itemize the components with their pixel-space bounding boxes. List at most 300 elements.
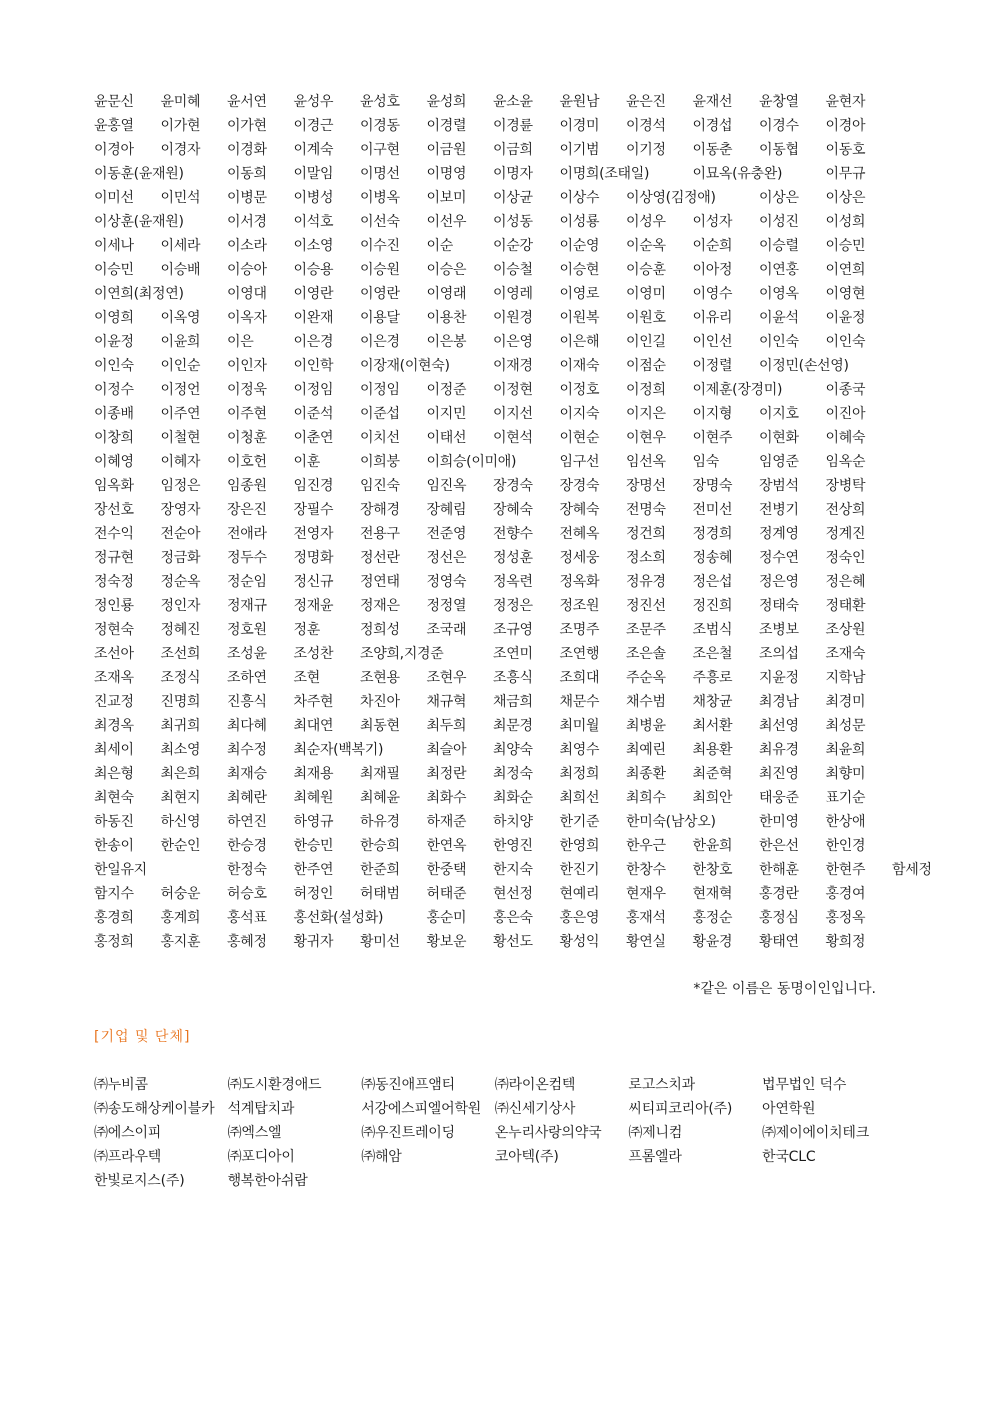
name-row bbox=[94, 618, 884, 642]
donor-name: 이창희 bbox=[94, 430, 134, 446]
donor-name: 이혜숙 bbox=[825, 430, 866, 446]
donor-name: 윤성호 bbox=[360, 94, 400, 110]
donor-name: 최현지 bbox=[160, 790, 201, 806]
donor-name: 이병성 bbox=[293, 190, 334, 206]
donor-name: 임옥순 bbox=[825, 454, 866, 470]
donor-name: 이성동 bbox=[493, 214, 533, 230]
donor-name: 이윤희 bbox=[160, 334, 201, 350]
donor-name: 채문수 bbox=[559, 694, 600, 710]
donor-name: 이계숙 bbox=[293, 142, 334, 158]
donor-name: 조재옥 bbox=[94, 670, 134, 686]
name-row bbox=[94, 162, 884, 186]
donor-name: 장경숙 bbox=[559, 478, 600, 494]
donor-name: 이지민 bbox=[426, 406, 467, 422]
donor-name: 전준영 bbox=[426, 526, 467, 542]
donor-name: 정순임 bbox=[227, 574, 267, 590]
donor-name: 한기준 bbox=[559, 814, 600, 830]
donor-name: 조은솔 bbox=[626, 646, 666, 662]
donor-name: 이승민 bbox=[825, 238, 866, 254]
donor-name: 홍경여 bbox=[825, 886, 866, 902]
donor-name: 이지형 bbox=[692, 406, 733, 422]
donor-name: 이상영(김정애) bbox=[626, 190, 716, 206]
donor-name: 이인숙 bbox=[759, 334, 799, 350]
donor-name: 홍은영 bbox=[559, 910, 600, 926]
donor-name: 정세웅 bbox=[559, 550, 600, 566]
donor-name: 이현순 bbox=[559, 430, 600, 446]
donor-name: 윤성우 bbox=[293, 94, 334, 110]
donor-name: 이순영 bbox=[559, 238, 600, 254]
corporate-donor: 한국CLC bbox=[762, 1149, 816, 1165]
name-row bbox=[94, 378, 884, 402]
donor-name: 이구현 bbox=[360, 142, 400, 158]
donor-name: 채금희 bbox=[493, 694, 533, 710]
donor-name: 이아정 bbox=[692, 262, 733, 278]
donor-name: 임구선 bbox=[559, 454, 600, 470]
donor-name: 정옥화 bbox=[559, 574, 600, 590]
donor-name: 이세라 bbox=[160, 238, 201, 254]
donor-name: 정숙인 bbox=[825, 550, 866, 566]
donor-name: 허숭운 bbox=[160, 886, 201, 902]
donor-name: 하재준 bbox=[426, 814, 467, 830]
donor-name: 이현우 bbox=[626, 430, 666, 446]
donor-name: 정수연 bbox=[759, 550, 799, 566]
donor-name: 임영준 bbox=[759, 454, 799, 470]
donor-name: 임진옥 bbox=[426, 478, 467, 494]
donor-name: 윤홍열 bbox=[94, 118, 134, 134]
name-row bbox=[94, 402, 884, 426]
donor-name: 이경근 bbox=[293, 118, 334, 134]
donor-name: 윤은진 bbox=[626, 94, 666, 110]
donor-name: 주순옥 bbox=[626, 670, 666, 686]
donor-name: 임종원 bbox=[227, 478, 267, 494]
donor-name: 한상애 bbox=[825, 814, 866, 830]
donor-name: 이혜자 bbox=[160, 454, 201, 470]
donor-name: 이준석 bbox=[293, 406, 334, 422]
donor-name: 이준섭 bbox=[360, 406, 400, 422]
donor-name: 한승희 bbox=[360, 838, 400, 854]
donor-name: 이명영 bbox=[426, 166, 467, 182]
donor-name: 하연진 bbox=[227, 814, 267, 830]
corporate-donor: ㈜라이온컴텍 bbox=[494, 1077, 576, 1093]
donor-name: 이현화 bbox=[759, 430, 799, 446]
donor-name: 최소영 bbox=[160, 742, 201, 758]
donor-name: 한미영 bbox=[759, 814, 799, 830]
name-row bbox=[94, 666, 884, 690]
donor-name: 전미선 bbox=[692, 502, 733, 518]
donor-name: 이종국 bbox=[825, 382, 866, 398]
donor-name: 이종배 bbox=[94, 406, 134, 422]
donor-name: 이무규 bbox=[825, 166, 866, 182]
donor-name: 조연행 bbox=[559, 646, 600, 662]
donor-name: 이인순 bbox=[160, 358, 201, 374]
donor-name: 이윤석 bbox=[759, 310, 799, 326]
donor-name: 최경옥 bbox=[94, 718, 134, 734]
donor-name: 홍정심 bbox=[759, 910, 799, 926]
name-row bbox=[94, 762, 884, 786]
donor-name: 이주현 bbox=[227, 406, 267, 422]
donor-name: 이태선 bbox=[426, 430, 467, 446]
donor-name: 이보미 bbox=[426, 190, 467, 206]
corporate-donor: ㈜프라우텍 bbox=[94, 1149, 162, 1165]
corporate-donor: 행복한아쉬람 bbox=[227, 1173, 308, 1189]
donor-name: 이기범 bbox=[559, 142, 600, 158]
corporate-donor: 법무법인 덕수 bbox=[762, 1077, 847, 1093]
donor-name: 최윤희 bbox=[825, 742, 866, 758]
donor-name: 이서경 bbox=[227, 214, 267, 230]
donor-name: 최현숙 bbox=[94, 790, 134, 806]
corporate-donor: ㈜엑스엘 bbox=[227, 1125, 282, 1141]
donor-name: 이지은 bbox=[626, 406, 666, 422]
donor-name: 이경아 bbox=[825, 118, 866, 134]
donor-name: 정송혜 bbox=[692, 550, 733, 566]
donor-name: 이지선 bbox=[493, 406, 533, 422]
donor-name: 조문주 bbox=[626, 622, 666, 638]
donor-name: 이경렬 bbox=[426, 118, 467, 134]
donor-name: 정계영 bbox=[759, 526, 799, 542]
donor-name: 이철현 bbox=[160, 430, 201, 446]
name-row bbox=[94, 906, 884, 930]
corporate-donor: ㈜누비콤 bbox=[94, 1077, 148, 1093]
name-row bbox=[94, 594, 884, 618]
donor-name: 황보운 bbox=[426, 934, 467, 950]
donor-name: 조성윤 bbox=[227, 646, 267, 662]
donor-name: 정재규 bbox=[227, 598, 267, 614]
name-row bbox=[94, 426, 884, 450]
donor-name: 이은경 bbox=[293, 334, 334, 350]
donor-name: 최병윤 bbox=[626, 718, 666, 734]
corporate-donor: 석계탑치과 bbox=[227, 1101, 295, 1117]
name-row bbox=[94, 450, 884, 474]
donor-name: 장선호 bbox=[94, 502, 134, 518]
donor-name: 최용환 bbox=[692, 742, 733, 758]
donor-name: 이현주 bbox=[692, 430, 733, 446]
corporate-donor: 코아텍(주) bbox=[494, 1149, 559, 1165]
corporate-donor: ㈜해암 bbox=[361, 1149, 402, 1165]
donor-name: 최화수 bbox=[426, 790, 467, 806]
donor-name: 최향미 bbox=[825, 766, 866, 782]
name-row bbox=[94, 858, 932, 882]
donor-name: 정경희 bbox=[692, 526, 733, 542]
donor-name: 이인숙 bbox=[94, 358, 134, 374]
donor-name: 조범식 bbox=[692, 622, 733, 638]
donor-name: 황성익 bbox=[559, 934, 600, 950]
donor-name: 전영자 bbox=[293, 526, 334, 542]
name-row bbox=[94, 210, 884, 234]
donor-name: 지윤정 bbox=[759, 670, 799, 686]
donor-name: 이인자 bbox=[227, 358, 267, 374]
donor-name: 표기순 bbox=[825, 790, 866, 806]
donor-name: 이호헌 bbox=[227, 454, 267, 470]
donor-name: 조선희 bbox=[160, 646, 201, 662]
corporate-donor: ㈜도시환경애드 bbox=[227, 1077, 322, 1093]
corporate-donor: 프롬엘라 bbox=[628, 1149, 682, 1165]
donor-name: 홍혜정 bbox=[227, 934, 267, 950]
donor-name: 이소영 bbox=[293, 238, 334, 254]
corporate-row bbox=[94, 1145, 894, 1169]
donor-name: 정명화 bbox=[293, 550, 334, 566]
donor-name: 이경미 bbox=[559, 118, 600, 134]
donor-name: 한진기 bbox=[559, 862, 600, 878]
donor-name: 정희성 bbox=[360, 622, 400, 638]
donor-name: 이혜영 bbox=[94, 454, 134, 470]
donor-name: 홍정순 bbox=[692, 910, 733, 926]
donor-name: 하신영 bbox=[160, 814, 201, 830]
donor-name: 채창균 bbox=[692, 694, 733, 710]
donor-name: 이동희 bbox=[227, 166, 267, 182]
donor-name: 임정은 bbox=[160, 478, 201, 494]
donor-name: 최두희 bbox=[426, 718, 467, 734]
donor-name: 조연미 bbox=[493, 646, 533, 662]
corporate-section-heading: [기업 및 단체] bbox=[94, 1029, 191, 1045]
donor-name: 조은철 bbox=[692, 646, 733, 662]
donor-name: 홍정옥 bbox=[825, 910, 866, 926]
corporate-donor: ㈜에스이피 bbox=[94, 1125, 162, 1141]
donor-name: 이원복 bbox=[559, 310, 600, 326]
donor-name: 최서환 bbox=[692, 718, 733, 734]
donor-name: 이경동 bbox=[360, 118, 400, 134]
donor-name: 이재숙 bbox=[559, 358, 600, 374]
donor-name: 이영란 bbox=[360, 286, 400, 302]
donor-name: 이재경 bbox=[493, 358, 533, 374]
donor-name: 이승배 bbox=[160, 262, 201, 278]
corporate-donor: 씨티피코리아(주) bbox=[628, 1101, 733, 1117]
donor-name: 정인룡 bbox=[94, 598, 134, 614]
donor-name: 이승은 bbox=[426, 262, 467, 278]
donor-name: 이정렬 bbox=[692, 358, 733, 374]
donor-name: 정현숙 bbox=[94, 622, 134, 638]
donor-name: 홍석표 bbox=[227, 910, 267, 926]
name-row bbox=[94, 522, 884, 546]
name-row bbox=[94, 498, 884, 522]
donor-name: 정성훈 bbox=[493, 550, 533, 566]
donor-name: 이유리 bbox=[692, 310, 733, 326]
donor-name: 임선옥 bbox=[626, 454, 666, 470]
donor-name: 임진경 bbox=[293, 478, 334, 494]
donor-name: 이영희 bbox=[94, 310, 134, 326]
donor-name: 이상훈(윤재원) bbox=[94, 214, 184, 230]
donor-name: 이성희 bbox=[825, 214, 866, 230]
donor-name: 이영대 bbox=[227, 286, 267, 302]
donor-name: 한중택 bbox=[426, 862, 467, 878]
donor-name: 정진희 bbox=[692, 598, 733, 614]
donor-name: 현재우 bbox=[626, 886, 666, 902]
donor-name: 이소라 bbox=[227, 238, 267, 254]
donor-name: 정건희 bbox=[626, 526, 666, 542]
name-row bbox=[94, 186, 884, 210]
donor-name: 윤미혜 bbox=[160, 94, 201, 110]
donor-name: 하유경 bbox=[360, 814, 400, 830]
donor-name: 이동춘 bbox=[692, 142, 733, 158]
donor-name: 장명숙 bbox=[692, 478, 733, 494]
donor-name: 이은영 bbox=[493, 334, 533, 350]
donor-name: 최재필 bbox=[360, 766, 400, 782]
donor-name: 이정욱 bbox=[227, 382, 267, 398]
donor-name: 최미월 bbox=[559, 718, 600, 734]
donor-name: 이명자 bbox=[493, 166, 533, 182]
donor-name: 한해훈 bbox=[759, 862, 799, 878]
donor-name: 한미숙(남상오) bbox=[626, 814, 716, 830]
donor-name: 최혜윤 bbox=[360, 790, 400, 806]
name-row bbox=[94, 138, 884, 162]
donor-name: 정금화 bbox=[160, 550, 201, 566]
donor-name: 최다혜 bbox=[227, 718, 267, 734]
donor-name: 최대연 bbox=[293, 718, 334, 734]
corporate-row bbox=[94, 1073, 894, 1097]
donor-name: 홍정희 bbox=[94, 934, 134, 950]
donor-name: 이윤정 bbox=[825, 310, 866, 326]
donor-name: 정은영 bbox=[759, 574, 799, 590]
donor-name: 한송이 bbox=[94, 838, 134, 854]
donor-name: 이정임 bbox=[360, 382, 400, 398]
name-row bbox=[94, 882, 884, 906]
donor-name: 최은형 bbox=[94, 766, 134, 782]
donor-name: 조국래 bbox=[426, 622, 467, 638]
name-row bbox=[94, 474, 884, 498]
donor-name: 주흥로 bbox=[692, 670, 733, 686]
donor-name: 윤창열 bbox=[759, 94, 799, 110]
donor-name: 황귀자 bbox=[293, 934, 334, 950]
donor-name: 이정언 bbox=[160, 382, 201, 398]
donor-name: 이영수 bbox=[692, 286, 733, 302]
donor-name: 장필수 bbox=[293, 502, 334, 518]
donor-name: 이말임 bbox=[293, 166, 334, 182]
donor-name: 최귀희 bbox=[160, 718, 201, 734]
donor-name: 전애라 bbox=[227, 526, 267, 542]
donor-name: 최정희 bbox=[559, 766, 600, 782]
donor-name: 이선우 bbox=[426, 214, 467, 230]
donor-name: 황희정 bbox=[825, 934, 866, 950]
donor-name: 이인선 bbox=[692, 334, 733, 350]
donor-name: 정정은 bbox=[493, 598, 533, 614]
donor-name: 윤재선 bbox=[692, 94, 733, 110]
donor-name: 이순 bbox=[426, 238, 453, 254]
donor-name: 장경숙 bbox=[493, 478, 533, 494]
donor-name: 한창수 bbox=[626, 862, 666, 878]
name-row bbox=[94, 738, 884, 762]
donor-name: 한승경 bbox=[227, 838, 267, 854]
donor-name: 진흥식 bbox=[227, 694, 267, 710]
donor-name: 허태준 bbox=[426, 886, 467, 902]
donor-name: 이수진 bbox=[360, 238, 400, 254]
name-row bbox=[94, 930, 884, 954]
corporate-donor: 서강에스피엘어학원 bbox=[361, 1101, 482, 1117]
donor-name: 이세나 bbox=[94, 238, 134, 254]
name-row bbox=[94, 834, 884, 858]
donor-name: 최슬아 bbox=[426, 742, 467, 758]
donor-name: 정규현 bbox=[94, 550, 134, 566]
donor-name: 최경남 bbox=[759, 694, 799, 710]
donor-name: 이성자 bbox=[692, 214, 733, 230]
donor-name: 정숙정 bbox=[94, 574, 134, 590]
donor-name: 이지호 bbox=[759, 406, 799, 422]
donor-name: 이현석 bbox=[493, 430, 533, 446]
donor-name: 조의섭 bbox=[759, 646, 799, 662]
donor-name: 이은 bbox=[227, 334, 254, 350]
donor-name: 이은경 bbox=[360, 334, 400, 350]
donor-name: 최양숙 bbox=[493, 742, 533, 758]
donor-name: 이상균 bbox=[493, 190, 533, 206]
donor-name: 전병기 bbox=[759, 502, 799, 518]
donor-name: 이순강 bbox=[493, 238, 533, 254]
donor-name: 이희붕 bbox=[360, 454, 400, 470]
donor-name: 최재용 bbox=[293, 766, 334, 782]
donor-name: 홍지훈 bbox=[160, 934, 201, 950]
donor-name: 한정숙 bbox=[227, 862, 267, 878]
donor-name: 이춘연 bbox=[293, 430, 334, 446]
donor-name: 이명선 bbox=[360, 166, 400, 182]
donor-name: 이진아 bbox=[825, 406, 866, 422]
donor-name: 하동진 bbox=[94, 814, 134, 830]
donor-name: 이정희 bbox=[626, 382, 666, 398]
donor-name: 전용구 bbox=[360, 526, 400, 542]
donor-name: 최준혁 bbox=[692, 766, 733, 782]
corporate-donor: 로고스치과 bbox=[628, 1077, 696, 1093]
donor-name: 이제훈(장경미) bbox=[692, 382, 783, 398]
donor-name: 이연희(최정연) bbox=[94, 286, 184, 302]
donor-name: 이순옥 bbox=[626, 238, 666, 254]
corporate-donor: ㈜송도해상케이블카 bbox=[94, 1101, 215, 1117]
name-row bbox=[94, 330, 884, 354]
donor-name: 최종환 bbox=[626, 766, 666, 782]
donor-name: 조선아 bbox=[94, 646, 134, 662]
donor-name: 이동협 bbox=[759, 142, 799, 158]
donor-name: 이가현 bbox=[227, 118, 267, 134]
donor-name: 정은혜 bbox=[825, 574, 866, 590]
name-row bbox=[94, 714, 884, 738]
donor-name: 채수범 bbox=[626, 694, 666, 710]
donor-name: 정태숙 bbox=[759, 598, 799, 614]
donor-name: 이경석 bbox=[626, 118, 666, 134]
donor-name: 윤문신 bbox=[94, 94, 134, 110]
donor-name: 조상원 bbox=[825, 622, 866, 638]
donor-name: 이영래 bbox=[426, 286, 467, 302]
name-row bbox=[94, 282, 884, 306]
donor-name: 채규혁 bbox=[426, 694, 467, 710]
donor-name: 최순자(백복기) bbox=[293, 742, 384, 758]
donor-name: 진교정 bbox=[94, 694, 134, 710]
donor-name: 이원호 bbox=[626, 310, 666, 326]
corporate-row bbox=[94, 1121, 894, 1145]
donor-name: 이점순 bbox=[626, 358, 666, 374]
donor-name: 이가현 bbox=[160, 118, 201, 134]
donor-name: 이병문 bbox=[227, 190, 267, 206]
name-row bbox=[94, 354, 884, 378]
donor-name: 정은섭 bbox=[692, 574, 733, 590]
donor-name: 이정호 bbox=[559, 382, 600, 398]
donor-name: 이승훈 bbox=[626, 262, 666, 278]
donor-name: 전수익 bbox=[94, 526, 134, 542]
donor-name: 지학남 bbox=[825, 670, 866, 686]
donor-name: 이선숙 bbox=[360, 214, 400, 230]
name-row bbox=[94, 810, 884, 834]
donor-name: 하치양 bbox=[493, 814, 533, 830]
donor-name: 이민석 bbox=[160, 190, 201, 206]
corporate-donor: ㈜제니컴 bbox=[628, 1125, 683, 1141]
donor-name: 최희안 bbox=[692, 790, 733, 806]
donor-name: 이경자 bbox=[160, 142, 201, 158]
name-row bbox=[94, 258, 884, 282]
corporate-donor: 한빛로지스(주) bbox=[94, 1173, 185, 1189]
donor-name: 한현주 bbox=[825, 862, 866, 878]
donor-name: 전명숙 bbox=[626, 502, 666, 518]
donor-name: 허태범 bbox=[360, 886, 400, 902]
donor-name: 장범석 bbox=[759, 478, 799, 494]
donor-name: 이영로 bbox=[559, 286, 600, 302]
donor-name: 임옥화 bbox=[94, 478, 134, 494]
donor-name: 이인숙 bbox=[825, 334, 866, 350]
donor-name: 정태환 bbox=[825, 598, 866, 614]
donor-name: 최혜원 bbox=[293, 790, 334, 806]
